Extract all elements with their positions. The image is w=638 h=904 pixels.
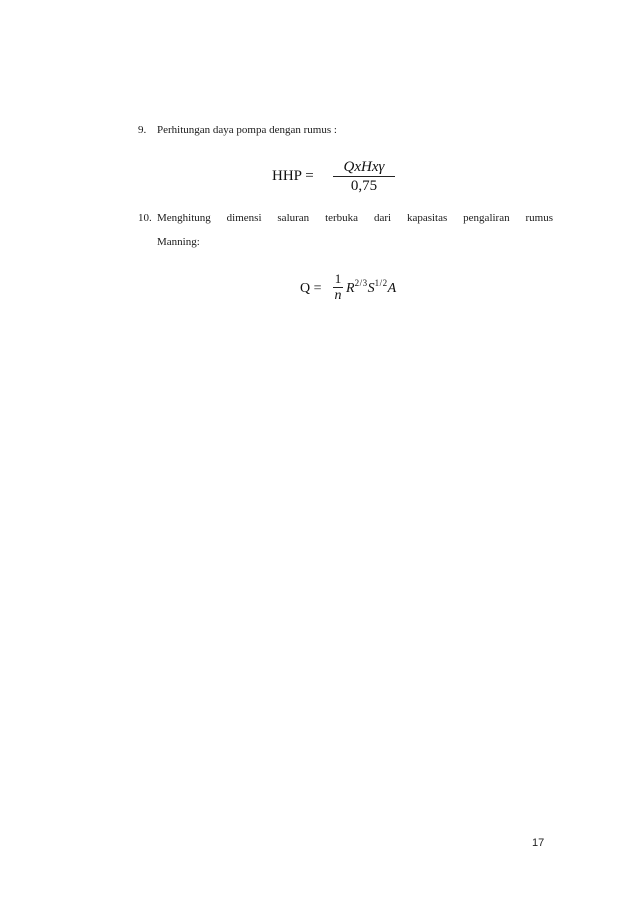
list-item-10 (138, 211, 558, 251)
list-item-9 (138, 123, 558, 137)
manning-formula-rhs (346, 278, 397, 297)
list-item-text-line2: Manning: (157, 236, 200, 248)
fraction-bar (333, 176, 395, 177)
page-number: 17 (532, 837, 545, 849)
hhp-formula (272, 159, 402, 195)
manning-formula-lhs: Q = (300, 281, 322, 296)
list-item-number: 10. (138, 212, 152, 224)
manning-formula (300, 272, 420, 306)
manning-s: S (367, 281, 375, 296)
manning-a: A (387, 281, 397, 296)
manning-s-exponent: 1/2 (374, 278, 388, 288)
manning-r-exponent: 2/3 (354, 278, 368, 288)
list-item-number: 9. (138, 124, 147, 136)
hhp-formula-fraction (331, 159, 397, 195)
list-item-text: Perhitungan daya pompa dengan rumus : (157, 124, 337, 136)
hhp-formula-lhs: HHP = (272, 168, 314, 184)
hhp-formula-denominator: 0,75 (350, 178, 378, 194)
manning-fraction-denominator: n (334, 288, 342, 303)
manning-fraction-numerator: 1 (334, 271, 342, 286)
hhp-formula-numerator: QxHxγ (343, 159, 385, 175)
manning-r: R (346, 281, 355, 296)
list-item-text-line1: Menghitung dimensi saluran terbuka dari kapasitas pengaliran rumus (157, 212, 553, 224)
